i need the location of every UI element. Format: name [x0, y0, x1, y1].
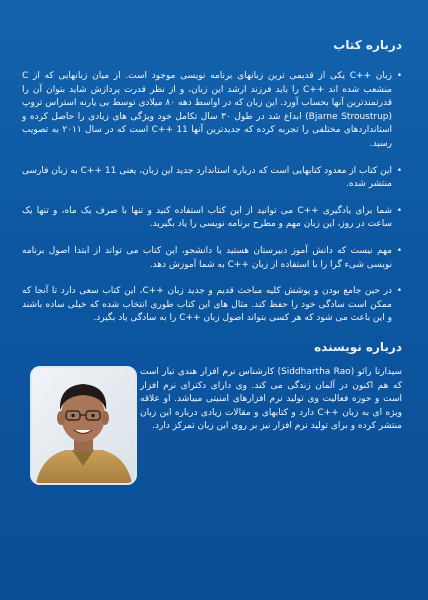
bullet-icon: •: [396, 71, 402, 81]
list-item-text: این کتاب از معدود کتابهایی است که درباره استاندارد جدید این زبان، یعنی C++ 11 به زبان فارسی منتشر شده.: [22, 165, 392, 190]
list-item: [22, 70, 402, 152]
list-item: [22, 205, 402, 232]
list-item-text: در حین جامع بودن و پوشش کلیه مباحث قدیم و جدید زبان ++C، این کتاب سعی دارد تا آنجا که ممکن است سادگی خود را حفظ کند. مثال های این کتاب طوری انتخاب شده که خیلی ساده باشند و این باعث می شود که هر کسی بتواند اصول زبان ++C را به سادگی یاد بگیرد.: [22, 286, 393, 324]
about-author-heading: درباره نویسنده: [314, 339, 402, 354]
bullet-icon: •: [396, 245, 402, 256]
list-item-text: زبان ++C یکی از قدیمی ترین زبانهای برنامه نویسی موجود است. از میان زبانهایی که از C منشعب شده اند ++C را باید فرزند ارشد این زبان، و از نظر قدرت پردازش شاید بتوان آن را قدرتمندترین آنها بحساب آورد. این زبان که در اواسط دهه ۸۰ میلادی توسط بی یارنه استراس تروپ (Bjarne Stroustrup) ابداع شد در طول ۳۰ سال تکامل خود ویژگی های زیادی را حاصل کرده و استانداردهای مختلفی را تجربه کرده که جدیدترین آنها C++ 11 است که در سال ۲۰۱۱ به تصویب رسید.: [22, 71, 393, 149]
list-item-text: شما برای یادگیری ++C می توانید از این کتاب استفاده کنید و تنها با صرف یک ماه، و تنها یک ساعت در روز، این زبان مهم و مطرح برنامه نویسی را یاد بگیرید.: [22, 205, 392, 230]
bullet-icon: •: [396, 286, 402, 297]
bullet-icon: •: [396, 165, 402, 176]
about-book-list: [22, 70, 402, 326]
author-portrait-icon: [32, 368, 135, 483]
author-photo: [30, 366, 137, 485]
list-item: [22, 285, 402, 326]
about-book-heading: درباره کتاب: [333, 38, 402, 52]
author-section: [22, 366, 402, 496]
bullet-icon: •: [396, 205, 402, 216]
list-item-text: مهم نیست که دانش آموز دبیرستان هستید یا دانشجو، این کتاب می تواند از ابتدا اصول برنامه نویسی شیء گرا را با استفاده از زبان ++C به شما آموزش دهد.: [22, 245, 392, 270]
author-bio: سیدارتا رائو (Siddhartha Rao) کارشناس نرم افزار هندی تبار است که هم اکنون در آلمان زندگی می کند. وی دارای دکترای نرم افزار است و حوزه فعالیت وی تولید نرم افزارهای امنیتی میباشد. او علاقه ویژه ای به زبان ++C دارد و کتابهای و مقالات زیادی درباره این زبان منتشر کرده و برای تولید نرم افزار نیز بر روی این زبان تمرکز دارد.: [140, 366, 403, 432]
list-item: [22, 165, 402, 192]
list-item: [22, 245, 402, 272]
